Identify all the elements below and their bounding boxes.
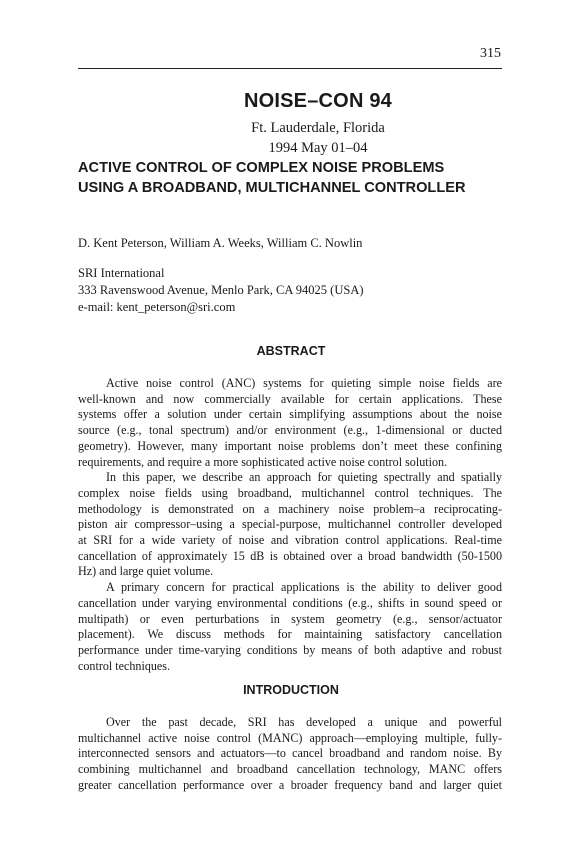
abstract-line: cancellation of approximately 15 dB is obtained over a broad bandwidth (50-1500 [78,548,502,563]
abstract-line: A primary concern for practical applications is the ability to deliver good [106,580,502,595]
introduction-line: combining multichannel and broadband cancellation technology, MANC offers [78,762,502,777]
introduction-line: greater cancellation performance over a broader frequency band and larger quiet [78,777,502,792]
abstract-line: placement). We discuss methods for maintaining satisfactory cancellation [78,627,502,642]
introduction-line: Over the past decade, SRI has developed a unique and powerful [106,715,502,729]
affiliation-org: SRI International [78,266,165,280]
author-list: D. Kent Peterson, William A. Weeks, William C. Nowlin [78,236,363,250]
abstract-line: performance under time-varying conditions by means of both adaptive and robust [78,642,502,657]
conference-date: 1994 May 01–04 [268,140,368,156]
abstract-line: multipath) or even perturbations in system geometry (e.g., sensor/actuator [78,611,502,626]
paper-title [78,158,518,198]
conference-name: NOISE–CON 94 [243,90,392,112]
conference-location: Ft. Lauderdale, Florida [251,120,385,136]
introduction-line: interconnected sensors and actuators—to cancel broadband and random noise. By [78,746,502,761]
abstract-line: control techniques. [78,658,171,673]
abstract-line: cancellation under varying environmental conditions (e.g., shifts in sound speed or [78,595,502,610]
introduction-line: multichannel active noise control (MANC) approach—employing multiple, fully- [78,730,502,745]
introduction-body [78,715,502,794]
abstract-line: In this paper, we describe an approach for quieting spectrally and spatially [106,470,502,485]
page-number: 315 [480,46,501,61]
abstract-line: requirements, and require a more sophisticated active noise control solution. [78,454,448,469]
affiliation-address: 333 Ravenswood Avenue, Menlo Park, CA 94025 (USA) [78,283,364,297]
title-line: ACTIVE CONTROL OF COMPLEX NOISE PROBLEMS [78,160,445,176]
affiliation-email: e-mail: kent_peterson@sri.com [78,300,236,314]
abstract-line: complex noise fields using broadband, multichannel control techniques. The [78,485,502,500]
abstract-line: source (e.g., tonal spectrum) and/or environment (e.g., 1-dimensional or ducted [78,423,502,438]
abstract-line: Hz) and large quiet volume. [78,564,214,579]
abstract-heading: ABSTRACT [256,344,326,358]
abstract-line: Active noise control (ANC) systems for quieting simple noise fields are [106,376,502,390]
abstract-line: piston air compressor–using a special-purpose, multichannel controller developed [78,517,502,532]
abstract-line: geometry). However, many important noise problems don’t meet these confining [78,438,502,453]
abstract-line: systems offer a solution under certain simplifying assumptions about the noise [78,407,502,422]
abstract-line: well-known and now commercially available for certain applications. These [78,391,502,406]
introduction-heading: INTRODUCTION [243,683,339,697]
abstract-line: at SRI for a wide variety of noise and vibration control applications. Real-time [78,533,502,548]
abstract-body [78,376,502,674]
affiliation-block [78,265,364,316]
abstract-line: methodology is demonstrated on a machinery noise problem–a reciprocating- [78,501,502,516]
title-line: USING A BROADBAND, MULTICHANNEL CONTROLLER [78,180,466,196]
header-rule [78,68,502,69]
